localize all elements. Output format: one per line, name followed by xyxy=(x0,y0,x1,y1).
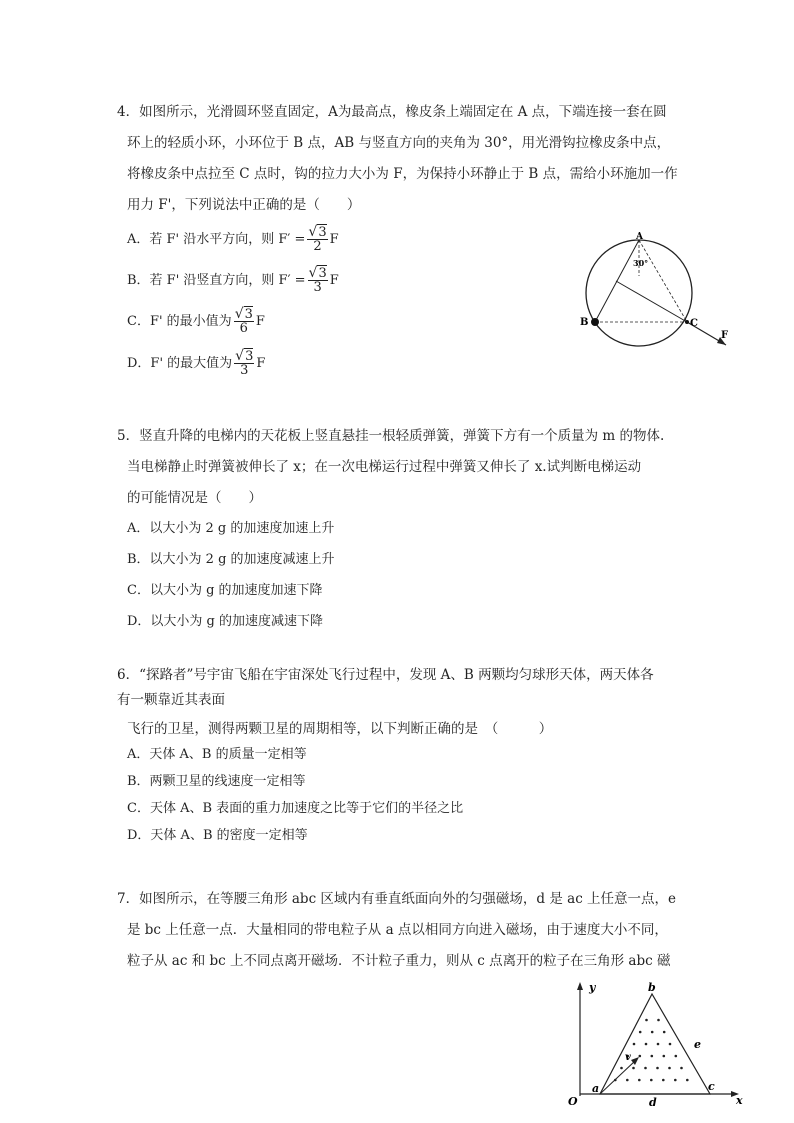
field-dot xyxy=(626,1079,629,1082)
q4-option-b: B．若 F' 沿竖直方向，则 F′ = $\frac{√3}{3}$ F xyxy=(127,265,339,295)
q4-option-d: D．F' 的最大值为 $\frac{√3}{3}$ F xyxy=(127,348,266,378)
label-y: y xyxy=(589,981,596,994)
q7-line-2: 是 bc 上任意一点．大量相同的带电粒子从 a 点以相同方向进入磁场，由于速度大小不同， xyxy=(127,922,668,938)
field-dot xyxy=(657,1019,660,1022)
field-dot xyxy=(645,1043,648,1046)
line-ab xyxy=(595,240,639,322)
label-v: v xyxy=(625,1052,631,1063)
q4-line-3: 将橡皮条中点拉至 C 点时，钩的拉力大小为 F，为保持小环静止于 B 点，需给小环施加一作 xyxy=(127,166,678,182)
y-arrow-icon xyxy=(577,982,583,990)
field-dot xyxy=(668,1067,671,1070)
field-dot xyxy=(674,1079,677,1082)
q6-option-a: A．天体 A、B 的质量一定相等 xyxy=(127,747,307,762)
q5-option-b: B．以大小为 2 g 的加速度减速上升 xyxy=(127,552,335,567)
q5-line-2: 当电梯静止时弹簧被伸长了 x；在一次电梯运行过程中弹簧又伸长了 x.试判断电梯运动 xyxy=(127,459,642,475)
label-a: a xyxy=(592,1082,600,1095)
q4-line-2: 环上的轻质小环，小环位于 B 点，AB 与竖直方向的夹角为 30°，用光滑钩拉橡皮条中点， xyxy=(127,135,671,151)
label-x: x xyxy=(736,1094,743,1107)
q6-line-3: 飞行的卫星，测得两颗卫星的周期相等，以下判断正确的是 （ ） xyxy=(127,721,553,737)
field-dot xyxy=(632,1067,635,1070)
field-dot xyxy=(644,1067,647,1070)
q6-line-2: 有一颗靠近其表面 xyxy=(117,692,225,708)
field-dot xyxy=(650,1079,653,1082)
field-dot xyxy=(663,1031,666,1034)
dashed-ac xyxy=(639,240,687,322)
q4-line-1: 4．如图所示，光滑圆环竖直固定，A为最高点，橡皮条上端固定在 A 点，下端连接一套在圆 xyxy=(117,104,667,120)
label-angle: 30° xyxy=(633,258,649,268)
q7-line-1: 7．如图所示，在等腰三角形 abc 区域内有垂直纸面向外的匀强磁场，d 是 ac 上任意一点，e xyxy=(117,891,677,907)
label-b: b xyxy=(648,981,656,994)
fraction: $\frac{√3}{3}$ xyxy=(308,265,327,295)
q4-option-c: C．F' 的最小值为 $\frac{√3}{6}$ F xyxy=(127,306,265,336)
q5-option-d: D．以大小为 g 的加速度减速下降 xyxy=(127,614,324,629)
field-dot xyxy=(675,1055,678,1058)
q6-option-c: C．天体 A、B 表面的重力加速度之比等于它们的半径之比 xyxy=(127,801,464,816)
field-dot xyxy=(639,1031,642,1034)
q5-option-c: C．以大小为 g 的加速度加速下降 xyxy=(127,583,323,598)
triangle-field-figure xyxy=(560,978,750,1113)
label-c: c xyxy=(708,1080,715,1093)
q5-line-3: 的可能情况是（ ） xyxy=(127,490,262,506)
field-dot xyxy=(620,1067,623,1070)
label-b: B xyxy=(580,317,589,328)
label-e: e xyxy=(694,1038,701,1051)
q4-option-a: A．若 F' 沿水平方向，则 F′ = $\frac{√3}{2}$ F xyxy=(127,224,339,254)
field-dot xyxy=(663,1055,666,1058)
field-dots xyxy=(614,1019,689,1082)
field-dot xyxy=(633,1043,636,1046)
field-dot xyxy=(662,1079,665,1082)
label-c: C xyxy=(690,318,698,329)
q5-line-1: 5．竖直升降的电梯内的天花板上竖直悬挂一根轻质弹簧，弹簧下方有一个质量为 m 的物体. xyxy=(117,428,665,444)
field-dot xyxy=(651,1031,654,1034)
small-ring-dot xyxy=(591,318,599,326)
label-d: d xyxy=(649,1096,657,1109)
field-dot xyxy=(645,1019,648,1022)
field-dot xyxy=(639,1055,642,1058)
field-dot xyxy=(686,1079,689,1082)
q6-option-d: D．天体 A、B 的密度一定相等 xyxy=(127,828,308,843)
field-dot xyxy=(669,1043,672,1046)
fraction: $\frac{√3}{2}$ xyxy=(308,224,327,254)
field-dot xyxy=(651,1055,654,1058)
circle-ring-figure xyxy=(570,228,740,358)
fraction: $\frac{√3}{6}$ xyxy=(234,306,253,336)
label-f: F xyxy=(721,330,729,341)
label-a: A xyxy=(636,232,643,242)
field-dot xyxy=(638,1079,641,1082)
q6-line-1: 6．“探路者”号宇宙飞船在宇宙深处飞行过程中，发现 A、B 两颗均匀球形天体，两天体各 xyxy=(117,667,654,683)
q6-option-b: B．两颗卫星的线速度一定相等 xyxy=(127,774,306,789)
velocity-arrow-line xyxy=(600,1060,636,1094)
label-o: O xyxy=(568,1095,578,1108)
field-dot xyxy=(680,1067,683,1070)
point-c-dot xyxy=(685,320,689,324)
q5-option-a: A．以大小为 2 g 的加速度加速上升 xyxy=(127,521,335,536)
fraction: $\frac{√3}{3}$ xyxy=(235,348,254,378)
line-midpoint-c xyxy=(616,281,687,322)
field-dot xyxy=(657,1043,660,1046)
q7-line-3: 粒子从 ac 和 bc 上不同点离开磁场．不计粒子重力，则从 c 点离开的粒子在三角形 abc 磁 xyxy=(127,953,671,969)
field-dot xyxy=(656,1067,659,1070)
q4-line-4: 用力 F'，下列说法中正确的是（ ） xyxy=(127,197,361,213)
